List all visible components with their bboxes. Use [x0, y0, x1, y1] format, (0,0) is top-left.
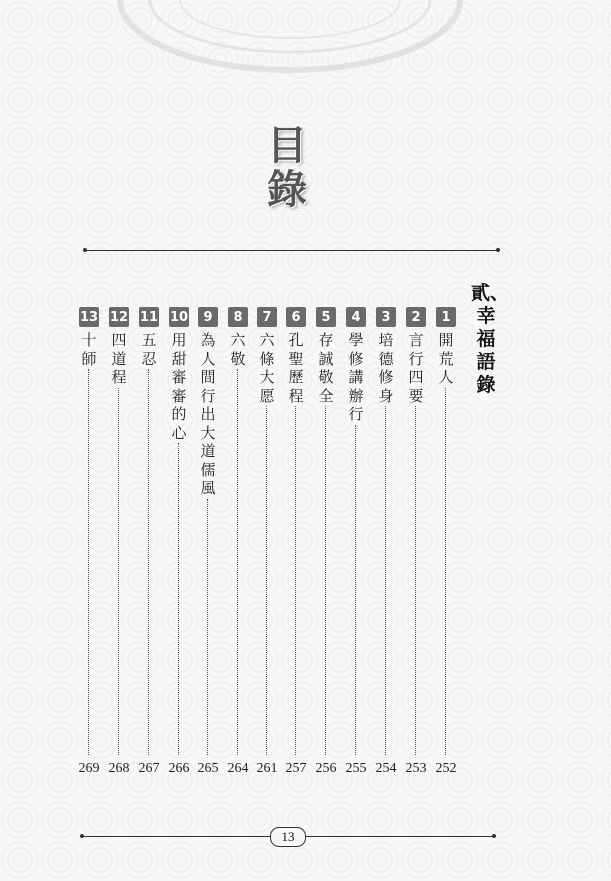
- toc-entry-8[interactable]: [225, 307, 251, 767]
- dotted-leader: [118, 388, 119, 755]
- dotted-leader: [355, 425, 356, 755]
- dotted-leader: [325, 406, 326, 755]
- toc-entry-2[interactable]: [403, 307, 429, 767]
- entry-number-badge: 3: [376, 307, 396, 327]
- footer-dot-right: [492, 834, 496, 838]
- entry-number-badge: 2: [406, 307, 426, 327]
- entry-title: 十師: [81, 331, 97, 368]
- toc-entry-13[interactable]: [76, 307, 102, 767]
- dotted-leader: [295, 406, 296, 755]
- entry-title: 孔聖歷程: [288, 331, 304, 405]
- dotted-leader: [385, 406, 386, 755]
- toc-entry-12[interactable]: [106, 307, 132, 767]
- entry-page-number: 264: [227, 761, 249, 776]
- entry-page-number: 257: [285, 761, 307, 776]
- dotted-leader: [445, 388, 446, 755]
- footer-page-number: 13: [270, 827, 306, 847]
- entry-title: 四道程: [111, 331, 127, 386]
- entry-title: 為人間行出大道儒風: [200, 331, 216, 497]
- toc-entry-11[interactable]: [136, 307, 162, 767]
- entry-number-badge: 9: [198, 307, 218, 327]
- entry-number-badge: 10: [169, 307, 189, 327]
- dotted-leader: [148, 369, 149, 755]
- entry-number-badge: 4: [346, 307, 366, 327]
- dotted-leader: [207, 499, 208, 755]
- entry-title: 言行四要: [408, 331, 424, 405]
- entry-number-badge: 8: [228, 307, 248, 327]
- entry-page-number: 268: [108, 761, 130, 776]
- entry-page-number: 256: [315, 761, 337, 776]
- entry-page-number: 255: [345, 761, 367, 776]
- toc-entry-9[interactable]: [195, 307, 221, 767]
- top-rule-dot-left: [83, 248, 87, 252]
- entry-number-badge: 11: [139, 307, 159, 327]
- entry-title: 培德修身: [378, 331, 394, 405]
- entry-page-number: 261: [256, 761, 278, 776]
- toc-entry-4[interactable]: [343, 307, 369, 767]
- dotted-leader: [178, 443, 179, 755]
- entry-title: 開荒人: [438, 331, 454, 386]
- entry-page-number: 266: [168, 761, 190, 776]
- title-char-mu: 目: [267, 121, 307, 169]
- dotted-leader: [237, 369, 238, 755]
- entry-page-number: 265: [197, 761, 219, 776]
- toc-entry-10[interactable]: [166, 307, 192, 767]
- entry-title: 五忍: [141, 331, 157, 368]
- top-rule-dot-right: [496, 248, 500, 252]
- section-heading: 貳、幸福語錄: [471, 282, 510, 396]
- dotted-leader: [266, 406, 267, 755]
- dotted-leader: [88, 369, 89, 755]
- entry-title: 用甜審審的心: [171, 331, 187, 442]
- entry-number-badge: 13: [79, 307, 99, 327]
- entry-title: 存誠敬全: [318, 331, 334, 405]
- footer-dot-left: [80, 834, 84, 838]
- footer-rule-left: [82, 836, 270, 837]
- toc-entry-6[interactable]: [283, 307, 309, 767]
- entry-page-number: 252: [435, 761, 457, 776]
- entry-title: 六敬: [230, 331, 246, 368]
- entry-number-badge: 12: [109, 307, 129, 327]
- entry-title: 學修講辦行: [348, 331, 364, 423]
- entry-number-badge: 1: [436, 307, 456, 327]
- entry-number-badge: 7: [257, 307, 277, 327]
- toc-entry-5[interactable]: [313, 307, 339, 767]
- entry-number-badge: 5: [316, 307, 336, 327]
- entry-page-number: 254: [375, 761, 397, 776]
- entry-title: 六條大愿: [259, 331, 275, 405]
- entry-number-badge: 6: [286, 307, 306, 327]
- toc-entry-1[interactable]: [433, 307, 459, 767]
- entry-page-number: 267: [138, 761, 160, 776]
- toc-entry-3[interactable]: [373, 307, 399, 767]
- entry-page-number: 253: [405, 761, 427, 776]
- title-char-lu: 錄: [267, 165, 307, 213]
- toc-entry-7[interactable]: [254, 307, 280, 767]
- footer-rule-right: [306, 836, 494, 837]
- dotted-leader: [415, 406, 416, 755]
- top-rule: [85, 250, 499, 251]
- entry-page-number: 269: [78, 761, 100, 776]
